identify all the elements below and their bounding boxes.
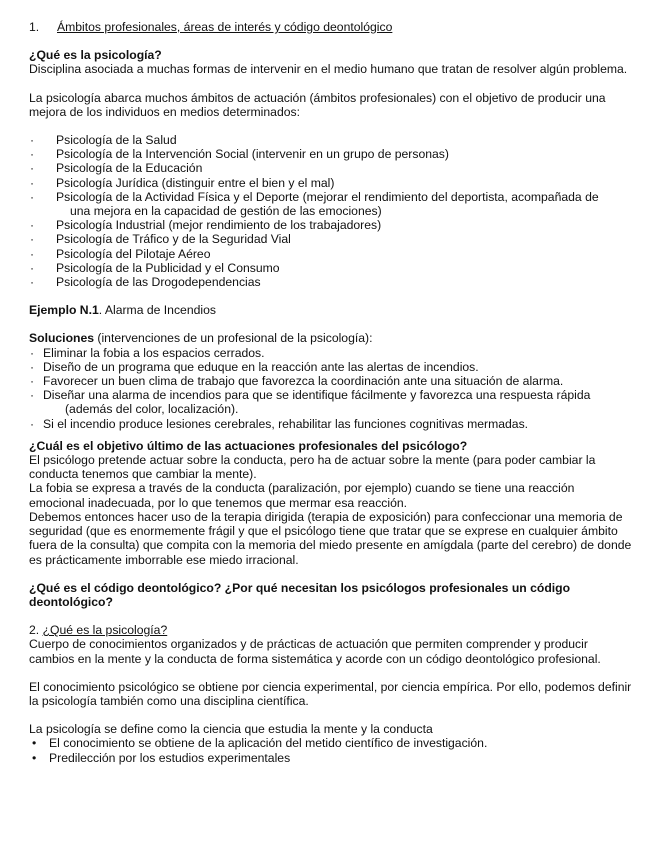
q2-heading: ¿Cuál es el objetivo último de las actuaciones profesionales del psicólogo? bbox=[29, 438, 468, 453]
list-item: · Psicología de la Salud bbox=[29, 133, 632, 147]
section-2-paragraph-1: Cuerpo de conocimientos organizados y de prácticas de actuación que permiten comprender y producir cambios en la mente y la conducta de forma sistemática y acorde con un código deontológico profesional. bbox=[29, 637, 601, 666]
list-item: · Eliminar la fobia a los espacios cerrados. bbox=[29, 346, 632, 360]
intro-paragraph: La psicología abarca muchos ámbitos de actuación (ámbitos profesionales) con el objetivo de producir una mejora de los individuos en medios determinados: bbox=[29, 90, 606, 119]
list-item: · Favorecer un buen clima de trabajo que favorezca la coordinación ante una situación de alarma. bbox=[29, 374, 632, 388]
list-item: · Diseño de un programa que eduque en la reacción ante las alertas de incendios. bbox=[29, 360, 632, 374]
list-item: • El conocimiento se obtiene de la aplicación del metido científico de investigación. bbox=[29, 736, 632, 750]
section-2-title: 2. ¿Qué es la psicología? bbox=[29, 623, 168, 638]
list-item: · Psicología de la Publicidad y el Consumo bbox=[29, 261, 632, 275]
q2-paragraph-2: La fobia se expresa a través de la conducta (paralización, por ejemplo) cuando se tiene una reacción emocional inadecuada, por lo que tenemos que mermar esa reacción. bbox=[29, 481, 575, 510]
list-item: · Psicología del Pilotaje Aéreo bbox=[29, 247, 632, 261]
list-item: • Predilección por los estudios experimentales bbox=[29, 751, 632, 765]
solutions-list bbox=[29, 346, 632, 431]
section-2-paragraph-3: La psicología se define como la ciencia que estudia la mente y la conducta bbox=[29, 722, 433, 737]
list-item: · Psicología de Tráfico y de la Seguridad Vial bbox=[29, 232, 632, 246]
q1-heading: ¿Qué es la psicología? bbox=[29, 48, 162, 63]
list-item: · Psicología Industrial (mejor rendimiento de los trabajadores) bbox=[29, 218, 632, 232]
areas-list bbox=[29, 133, 632, 289]
list-item: · Psicología de la Intervención Social (intervenir en un grupo de personas) bbox=[29, 147, 632, 161]
list-item: · Psicología de la Actividad Física y el Deporte (mejorar el rendimiento del deportista, acompañada de una mejora en la capacidad de gestión de las emociones) bbox=[29, 190, 632, 218]
section-1-title-text: Ámbitos profesionales, áreas de interés y código deontológico bbox=[57, 20, 393, 34]
q2-paragraph-1: El psicólogo pretende actuar sobre la conducta, pero ha de actuar sobre la mente (para poder cambiar la conducta tenemos que cambiar la mente). bbox=[29, 453, 596, 482]
section-1-title bbox=[29, 20, 632, 34]
list-item: · Si el incendio produce lesiones cerebrales, rehabilitar las funciones cognitivas mermadas. bbox=[29, 417, 632, 431]
q3-heading: ¿Qué es el código deontológico? ¿Por qué necesitan los psicólogos profesionales un código deontológico? bbox=[29, 580, 571, 609]
list-item: · Psicología de la Educación bbox=[29, 161, 632, 175]
section-2-paragraph-2: El conocimiento psicológico se obtiene por ciencia experimental, por ciencia empírica. Por ello, podemos definir la psicología también como una disciplina científica. bbox=[29, 679, 632, 708]
solutions-heading: Soluciones (intervenciones de un profesional de la psicología): bbox=[29, 331, 373, 346]
list-item: · Diseñar una alarma de incendios para que se identifique fácilmente y favorezca una respuesta rápida (además del color, localización). bbox=[29, 388, 632, 416]
section-1-number: 1. bbox=[29, 20, 40, 34]
list-item: · Psicología de las Drogodependencias bbox=[29, 275, 632, 289]
q2-paragraph-3: Debemos entonces hacer uso de la terapia dirigida (terapia de exposición) para confeccionar una memoria de seguridad (que es enormemente frágil y que el psicólogo tiene que tratar que se exprese en cualquier ámbito fuera de la consulta) que compita con la memoria del miedo presente en amígdala (parte del cerebro) de donde es prácticamente imborrable ese miedo irracional. bbox=[29, 509, 632, 567]
q1-body: Disciplina asociada a muchas formas de intervenir en el medio humano que tratan de resolver algún problema. bbox=[29, 62, 628, 77]
section-2-bullets bbox=[29, 736, 632, 764]
list-item: · Psicología Jurídica (distinguir entre el bien y el mal) bbox=[29, 176, 632, 190]
example-line: Ejemplo N.1. Alarma de Incendios bbox=[29, 303, 216, 318]
